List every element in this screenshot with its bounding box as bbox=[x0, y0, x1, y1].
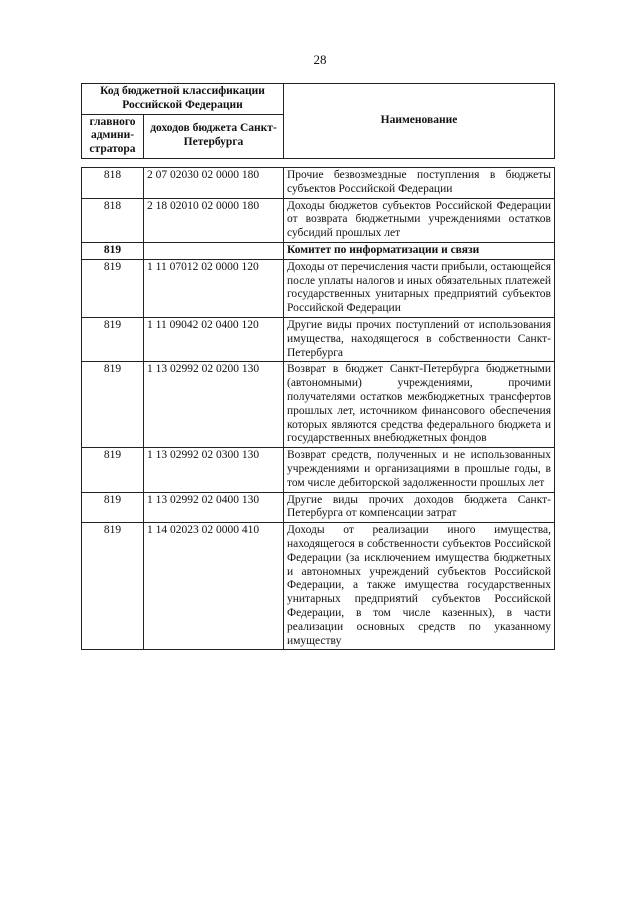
name-column-header: Наименование bbox=[284, 84, 555, 159]
admin-code-cell: 819 bbox=[82, 362, 144, 448]
name-cell: Другие виды прочих поступлений от использования имущества, находящегося в собственности Санкт-Петербурга bbox=[284, 317, 555, 361]
name-cell: Доходы бюджетов субъектов Российской Федерации от возврата бюджетными учреждениями остатков субсидий прошлых лет bbox=[284, 198, 555, 242]
table-row bbox=[82, 259, 555, 317]
admin-code-cell: 819 bbox=[82, 448, 144, 492]
income-code-cell: 1 11 09042 02 0400 120 bbox=[144, 317, 284, 361]
name-cell: Комитет по информатизации и связи bbox=[284, 242, 555, 259]
table-row bbox=[82, 448, 555, 492]
table-row bbox=[82, 362, 555, 448]
admin-code-cell: 818 bbox=[82, 168, 144, 199]
income-code-cell bbox=[144, 242, 284, 259]
admin-code-cell: 819 bbox=[82, 259, 144, 317]
income-code-cell: 1 13 02992 02 0300 130 bbox=[144, 448, 284, 492]
income-column-header: доходов бюджета Санкт-Петербурга bbox=[144, 114, 284, 158]
income-code-cell: 2 18 02010 02 0000 180 bbox=[144, 198, 284, 242]
budget-codes-table bbox=[81, 167, 555, 650]
income-code-cell: 2 07 02030 02 0000 180 bbox=[144, 168, 284, 199]
name-cell: Возврат в бюджет Санкт-Петербурга бюджетными (автономными) учреждениями, прочими получателями остатков межбюджетных трансфертов прошлых лет, источником финансового обеспечения которых являются средства федерального бюджета и государственных внебюджетных фондов bbox=[284, 362, 555, 448]
table-row bbox=[82, 523, 555, 650]
table-row bbox=[82, 492, 555, 523]
admin-code-cell: 819 bbox=[82, 492, 144, 523]
admin-code-cell: 819 bbox=[82, 242, 144, 259]
income-code-cell: 1 13 02992 02 0200 130 bbox=[144, 362, 284, 448]
admin-column-header: главного админи-стратора bbox=[82, 114, 144, 158]
admin-code-cell: 819 bbox=[82, 317, 144, 361]
name-cell: Прочие безвозмездные поступления в бюджеты субъектов Российской Федерации bbox=[284, 168, 555, 199]
income-code-cell: 1 14 02023 02 0000 410 bbox=[144, 523, 284, 650]
section-row bbox=[82, 242, 555, 259]
table-row bbox=[82, 317, 555, 361]
page-number: 28 bbox=[313, 52, 327, 67]
name-cell: Доходы от реализации иного имущества, находящегося в собственности субъектов Российской Федерации (за исключением имущества бюджетных и автономных учреждений субъектов Российской Федерации, а также имущества государственных унитарных предприятий субъектов Российской Федерации, в том числе казенных), в части реализации основных средств по указанному имуществу bbox=[284, 523, 555, 650]
admin-code-cell: 819 bbox=[82, 523, 144, 650]
name-cell: Другие виды прочих доходов бюджета Санкт-Петербурга от компенсации затрат bbox=[284, 492, 555, 523]
income-code-cell: 1 13 02992 02 0400 130 bbox=[144, 492, 284, 523]
table-row bbox=[82, 198, 555, 242]
table-header bbox=[81, 83, 555, 159]
income-code-cell: 1 11 07012 02 0000 120 bbox=[144, 259, 284, 317]
name-cell: Доходы от перечисления части прибыли, остающейся после уплаты налогов и иных обязательных платежей государственных унитарных предприятий субъектов Российской Федерации bbox=[284, 259, 555, 317]
name-cell: Возврат средств, полученных и не использованных учреждениями и организациями в прошлые годы, в том числе дебиторской задолженности прошлых лет bbox=[284, 448, 555, 492]
admin-code-cell: 818 bbox=[82, 198, 144, 242]
table-row bbox=[82, 168, 555, 199]
budget-classification-header: Код бюджетной классификации Российской Федерации bbox=[82, 84, 284, 115]
